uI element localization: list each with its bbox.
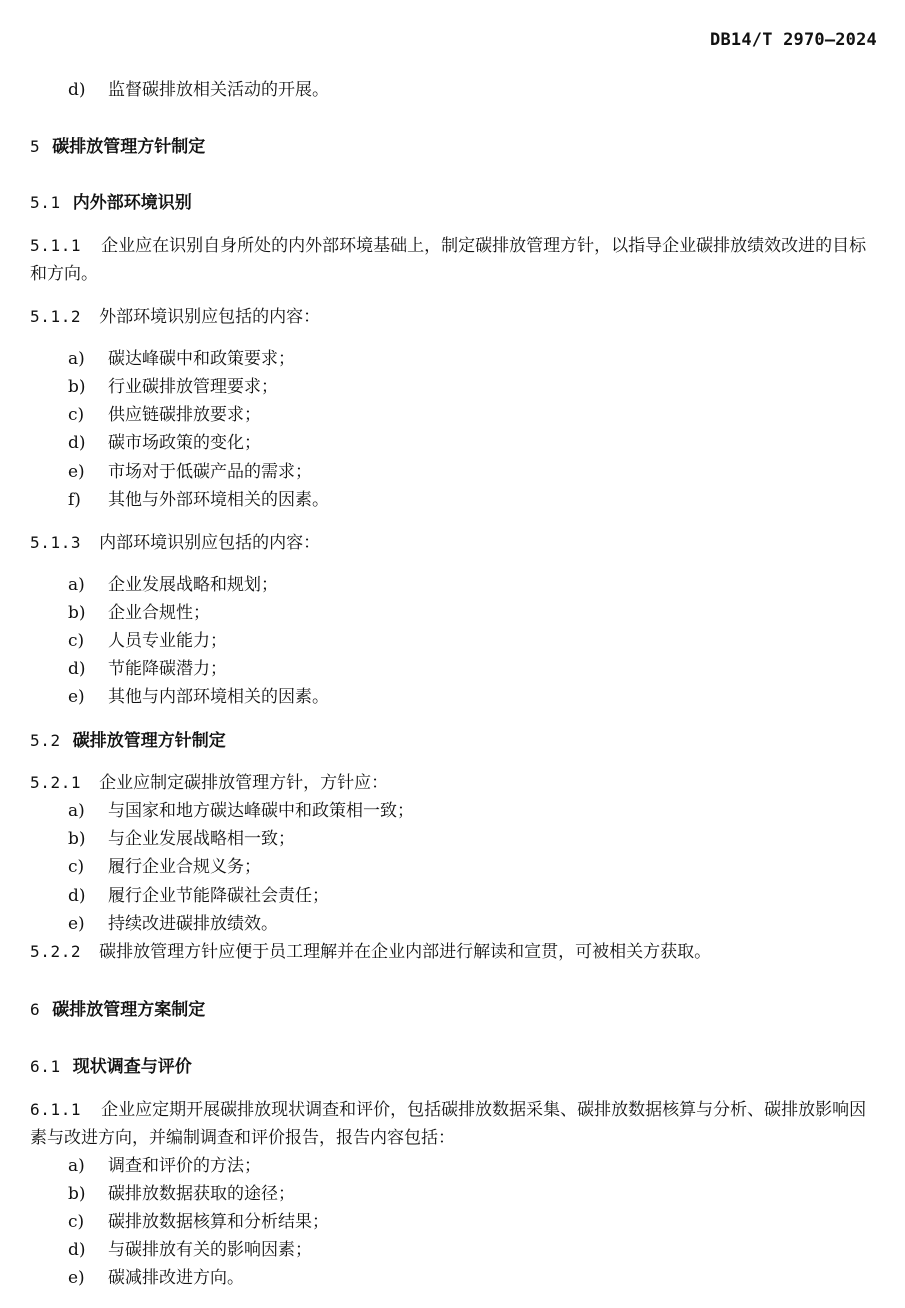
clause-number: 5.1.1 bbox=[30, 236, 82, 255]
list-text: 人员专业能力； bbox=[108, 631, 227, 651]
subsection-heading-5-1 bbox=[30, 193, 192, 213]
list-marker: e) bbox=[68, 1268, 85, 1288]
clause-text: 内部环境识别应包括的内容： bbox=[99, 533, 321, 553]
subsection-title: 碳排放管理方针制定 bbox=[72, 731, 226, 751]
clause-number: 5.1.2 bbox=[30, 307, 82, 326]
list-text: 与企业发展战略相一致； bbox=[108, 829, 295, 849]
list-text: 碳达峰碳中和政策要求； bbox=[108, 349, 295, 369]
subsection-number: 5.1 bbox=[30, 193, 61, 212]
list-text: 其他与内部环境相关的因素。 bbox=[108, 687, 329, 707]
list-marker: c) bbox=[68, 631, 85, 651]
list-marker: b) bbox=[68, 1184, 86, 1204]
list-text: 持续改进碳排放绩效。 bbox=[108, 914, 278, 934]
list-item bbox=[68, 801, 414, 821]
list-text: 监督碳排放相关活动的开展。 bbox=[108, 80, 329, 100]
subsection-heading-5-2 bbox=[30, 731, 226, 751]
list-text: 与碳排放有关的影响因素； bbox=[108, 1240, 312, 1260]
list-text: 碳排放数据核算和分析结果； bbox=[108, 1212, 329, 1232]
subsection-heading-6-1 bbox=[30, 1057, 192, 1077]
list-item bbox=[68, 1184, 295, 1204]
list-item bbox=[68, 857, 261, 877]
list-marker: d) bbox=[68, 80, 86, 100]
list-text: 其他与外部环境相关的因素。 bbox=[108, 490, 329, 510]
clause-number: 5.2.2 bbox=[30, 942, 82, 961]
section-heading-6 bbox=[30, 1000, 205, 1020]
list-item bbox=[68, 603, 210, 623]
list-marker: a) bbox=[68, 575, 85, 595]
clause-number: 5.2.1 bbox=[30, 773, 82, 792]
paragraph-5-2-2 bbox=[30, 942, 711, 962]
list-item bbox=[68, 631, 227, 651]
list-marker: d) bbox=[68, 433, 86, 453]
list-item bbox=[68, 1212, 329, 1232]
clause-text: 碳排放管理方针应便于员工理解并在企业内部进行解读和宣贯，可被相关方获取。 bbox=[99, 942, 712, 962]
section-number: 6 bbox=[30, 1000, 41, 1019]
list-marker: a) bbox=[68, 1156, 85, 1176]
list-marker: d) bbox=[68, 1240, 86, 1260]
list-marker: b) bbox=[68, 603, 86, 623]
clause-number: 6.1.1 bbox=[30, 1100, 82, 1119]
paragraph-6-1-1 bbox=[30, 1096, 880, 1152]
list-item bbox=[68, 1156, 261, 1176]
paragraph-5-1-1 bbox=[30, 232, 880, 288]
list-marker: c) bbox=[68, 405, 85, 425]
list-item bbox=[68, 687, 329, 707]
list-text: 企业发展战略和规划； bbox=[108, 575, 278, 595]
list-marker: a) bbox=[68, 349, 85, 369]
section-title: 碳排放管理方案制定 bbox=[52, 1000, 206, 1020]
document-code: DB14/T 2970—2024 bbox=[710, 30, 877, 50]
list-item bbox=[68, 886, 329, 906]
list-text: 供应链碳排放要求； bbox=[108, 405, 261, 425]
list-marker: c) bbox=[68, 1212, 85, 1232]
list-item bbox=[68, 914, 278, 934]
list-marker: a) bbox=[68, 801, 85, 821]
paragraph-5-1-3 bbox=[30, 533, 320, 553]
list-marker: e) bbox=[68, 687, 85, 707]
list-item bbox=[68, 829, 295, 849]
list-marker: d) bbox=[68, 659, 86, 679]
list-text: 与国家和地方碳达峰碳中和政策相一致； bbox=[108, 801, 414, 821]
list-item bbox=[68, 349, 295, 369]
clause-text: 企业应在识别自身所处的内外部环境基础上，制定碳排放管理方针，以指导企业碳排放绩效改进的目标和方向。 bbox=[30, 236, 867, 284]
list-item bbox=[68, 659, 227, 679]
subsection-number: 6.1 bbox=[30, 1057, 61, 1076]
clause-text: 企业应定期开展碳排放现状调查和评价，包括碳排放数据采集、碳排放数据核算与分析、碳排放影响因素与改进方向，并编制调查和评价报告，报告内容包括： bbox=[30, 1100, 867, 1148]
list-item bbox=[68, 575, 278, 595]
list-item bbox=[68, 433, 261, 453]
list-text: 碳排放数据获取的途径； bbox=[108, 1184, 295, 1204]
list-text: 碳减排改进方向。 bbox=[108, 1268, 244, 1288]
list-text: 碳市场政策的变化； bbox=[108, 433, 261, 453]
section-heading-5 bbox=[30, 137, 205, 157]
list-item bbox=[68, 80, 329, 100]
list-marker: c) bbox=[68, 857, 85, 877]
list-item bbox=[68, 490, 329, 510]
subsection-number: 5.2 bbox=[30, 731, 61, 750]
list-marker: b) bbox=[68, 829, 86, 849]
list-marker: f) bbox=[68, 490, 81, 510]
list-marker: e) bbox=[68, 462, 85, 482]
subsection-title: 现状调查与评价 bbox=[72, 1057, 192, 1077]
list-item bbox=[68, 1240, 312, 1260]
list-marker: d) bbox=[68, 886, 86, 906]
list-item bbox=[68, 1268, 244, 1288]
clause-number: 5.1.3 bbox=[30, 533, 82, 552]
list-text: 节能降碳潜力； bbox=[108, 659, 227, 679]
clause-text: 外部环境识别应包括的内容： bbox=[99, 307, 321, 327]
list-text: 市场对于低碳产品的需求； bbox=[108, 462, 312, 482]
list-item bbox=[68, 377, 278, 397]
section-number: 5 bbox=[30, 137, 41, 156]
paragraph-5-1-2 bbox=[30, 307, 320, 327]
list-item bbox=[68, 462, 312, 482]
list-item bbox=[68, 405, 261, 425]
list-text: 行业碳排放管理要求； bbox=[108, 377, 278, 397]
list-marker: b) bbox=[68, 377, 86, 397]
section-title: 碳排放管理方针制定 bbox=[52, 137, 206, 157]
list-text: 调查和评价的方法； bbox=[108, 1156, 261, 1176]
list-text: 企业合规性； bbox=[108, 603, 210, 623]
paragraph-5-2-1 bbox=[30, 773, 388, 793]
list-text: 履行企业合规义务； bbox=[108, 857, 261, 877]
list-marker: e) bbox=[68, 914, 85, 934]
subsection-title: 内外部环境识别 bbox=[72, 193, 192, 213]
clause-text: 企业应制定碳排放管理方针，方针应： bbox=[99, 773, 389, 793]
list-text: 履行企业节能降碳社会责任； bbox=[108, 886, 329, 906]
